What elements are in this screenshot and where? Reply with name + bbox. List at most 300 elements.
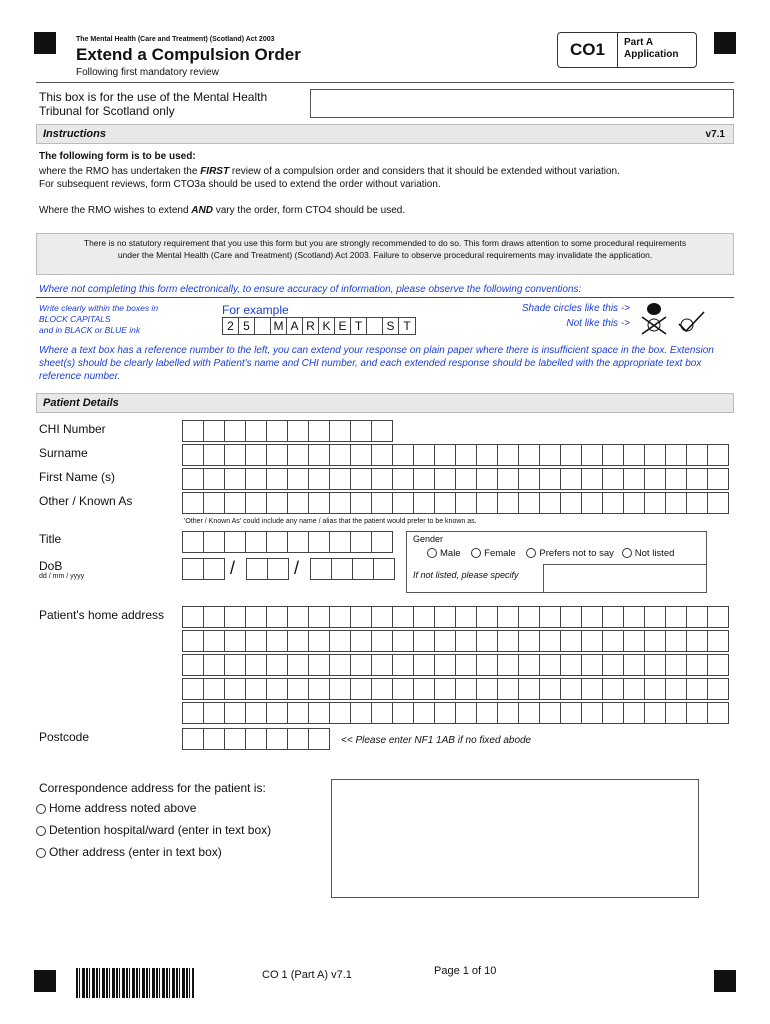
- char-cell[interactable]: [183, 493, 204, 514]
- conventions-divider: [36, 297, 734, 298]
- char-cell[interactable]: [246, 729, 267, 750]
- char-cell[interactable]: [456, 607, 477, 628]
- char-cell[interactable]: [687, 679, 708, 700]
- char-cell[interactable]: [225, 445, 246, 466]
- char-cell[interactable]: [183, 421, 204, 442]
- char-cell[interactable]: [435, 607, 456, 628]
- char-cell[interactable]: [687, 607, 708, 628]
- char-cell[interactable]: [540, 703, 561, 724]
- example-char-cell: T: [351, 318, 367, 334]
- gender-specify-input[interactable]: [543, 564, 707, 593]
- char-cell[interactable]: [267, 607, 288, 628]
- char-cell[interactable]: [666, 655, 687, 676]
- part-label: Part A: [624, 37, 654, 48]
- char-cell[interactable]: [540, 655, 561, 676]
- char-cell[interactable]: [477, 655, 498, 676]
- patient-band: [36, 393, 734, 413]
- char-cell[interactable]: [414, 703, 435, 724]
- char-cell[interactable]: [288, 703, 309, 724]
- gender-option-not-listed[interactable]: Not listed: [622, 548, 675, 559]
- char-cell[interactable]: [225, 679, 246, 700]
- example-char-cell: 5: [239, 318, 255, 334]
- char-cell[interactable]: [519, 445, 540, 466]
- char-cell[interactable]: [666, 445, 687, 466]
- char-cell[interactable]: [414, 679, 435, 700]
- char-cell[interactable]: [330, 679, 351, 700]
- char-cell[interactable]: [288, 445, 309, 466]
- char-cell[interactable]: [311, 559, 332, 580]
- char-cell[interactable]: [183, 631, 204, 652]
- char-cell[interactable]: [414, 469, 435, 490]
- char-cell[interactable]: [393, 655, 414, 676]
- chi-input[interactable]: [182, 420, 393, 442]
- char-cell[interactable]: [330, 655, 351, 676]
- char-cell[interactable]: [372, 532, 393, 553]
- char-cell[interactable]: [330, 703, 351, 724]
- char-cell[interactable]: [330, 607, 351, 628]
- char-cell[interactable]: [603, 655, 624, 676]
- gender-option-female[interactable]: Female: [471, 548, 516, 559]
- char-cell[interactable]: [498, 493, 519, 514]
- char-cell[interactable]: [708, 493, 729, 514]
- char-cell[interactable]: [456, 631, 477, 652]
- char-cell[interactable]: [204, 729, 225, 750]
- char-cell[interactable]: [498, 469, 519, 490]
- char-cell[interactable]: [351, 631, 372, 652]
- char-cell[interactable]: [687, 631, 708, 652]
- char-cell[interactable]: [498, 679, 519, 700]
- char-cell[interactable]: [246, 655, 267, 676]
- char-cell[interactable]: [204, 655, 225, 676]
- char-cell[interactable]: [582, 469, 603, 490]
- char-cell[interactable]: [393, 703, 414, 724]
- char-cell[interactable]: [666, 631, 687, 652]
- char-cell[interactable]: [204, 469, 225, 490]
- char-cell[interactable]: [225, 469, 246, 490]
- char-cell[interactable]: [624, 493, 645, 514]
- char-cell[interactable]: [309, 421, 330, 442]
- char-cell[interactable]: [330, 445, 351, 466]
- char-cell[interactable]: [666, 679, 687, 700]
- char-cell[interactable]: [687, 655, 708, 676]
- char-cell[interactable]: [183, 729, 204, 750]
- char-cell[interactable]: [351, 445, 372, 466]
- char-cell[interactable]: [183, 445, 204, 466]
- char-cell[interactable]: [456, 493, 477, 514]
- example-char-cell: A: [287, 318, 303, 334]
- char-cell[interactable]: [330, 631, 351, 652]
- char-cell[interactable]: [309, 493, 330, 514]
- char-cell[interactable]: [498, 445, 519, 466]
- char-cell[interactable]: [519, 493, 540, 514]
- char-cell[interactable]: [540, 493, 561, 514]
- char-cell[interactable]: [603, 469, 624, 490]
- char-cell[interactable]: [435, 631, 456, 652]
- char-cell[interactable]: [477, 493, 498, 514]
- char-cell[interactable]: [708, 607, 729, 628]
- char-cell[interactable]: [330, 532, 351, 553]
- char-cell[interactable]: [330, 469, 351, 490]
- char-cell[interactable]: [309, 631, 330, 652]
- char-cell[interactable]: [561, 493, 582, 514]
- char-cell[interactable]: [456, 655, 477, 676]
- char-cell[interactable]: [456, 469, 477, 490]
- char-cell[interactable]: [645, 607, 666, 628]
- char-cell[interactable]: [687, 469, 708, 490]
- char-cell[interactable]: [519, 703, 540, 724]
- char-cell[interactable]: [351, 421, 372, 442]
- char-cell[interactable]: [624, 631, 645, 652]
- char-cell[interactable]: [353, 559, 374, 580]
- char-cell[interactable]: [393, 445, 414, 466]
- char-cell[interactable]: [645, 655, 666, 676]
- char-cell[interactable]: [561, 655, 582, 676]
- char-cell[interactable]: [246, 445, 267, 466]
- address-line-5-input[interactable]: [182, 702, 729, 724]
- other-name-input[interactable]: [182, 492, 729, 514]
- address-line-4-input[interactable]: [182, 678, 729, 700]
- char-cell[interactable]: [561, 679, 582, 700]
- char-cell[interactable]: [519, 631, 540, 652]
- char-cell[interactable]: [351, 703, 372, 724]
- char-cell[interactable]: [183, 607, 204, 628]
- registration-mark: [714, 32, 736, 54]
- char-cell[interactable]: [477, 469, 498, 490]
- char-cell[interactable]: [645, 703, 666, 724]
- char-cell[interactable]: [309, 532, 330, 553]
- char-cell[interactable]: [603, 607, 624, 628]
- char-cell[interactable]: [225, 655, 246, 676]
- char-cell[interactable]: [561, 607, 582, 628]
- char-cell[interactable]: [246, 493, 267, 514]
- dob-year-input[interactable]: [310, 558, 395, 580]
- radio-icon[interactable]: [36, 848, 46, 858]
- char-cell[interactable]: [268, 559, 289, 580]
- dob-separator: /: [230, 558, 236, 578]
- postcode-note: << Please enter NF1 1AB if no fixed abode: [341, 735, 532, 746]
- char-cell[interactable]: [582, 703, 603, 724]
- char-cell[interactable]: [624, 679, 645, 700]
- char-cell[interactable]: [372, 421, 393, 442]
- char-cell[interactable]: [393, 469, 414, 490]
- char-cell[interactable]: [708, 703, 729, 724]
- char-cell[interactable]: [372, 655, 393, 676]
- char-cell[interactable]: [687, 445, 708, 466]
- address-line-3-input[interactable]: [182, 654, 729, 676]
- char-cell[interactable]: [267, 631, 288, 652]
- char-cell[interactable]: [582, 445, 603, 466]
- radio-icon[interactable]: [36, 804, 46, 814]
- char-cell[interactable]: [687, 703, 708, 724]
- char-cell[interactable]: [204, 679, 225, 700]
- char-cell[interactable]: [435, 469, 456, 490]
- char-cell[interactable]: [374, 559, 395, 580]
- char-cell[interactable]: [183, 655, 204, 676]
- char-cell[interactable]: [645, 493, 666, 514]
- address-line-2-input[interactable]: [182, 630, 729, 652]
- char-cell[interactable]: [582, 607, 603, 628]
- char-cell[interactable]: [351, 679, 372, 700]
- char-cell[interactable]: [267, 493, 288, 514]
- char-cell[interactable]: [666, 469, 687, 490]
- char-cell[interactable]: [309, 703, 330, 724]
- char-cell[interactable]: [372, 469, 393, 490]
- char-cell[interactable]: [540, 469, 561, 490]
- char-cell[interactable]: [414, 493, 435, 514]
- char-cell[interactable]: [204, 703, 225, 724]
- char-cell[interactable]: [393, 607, 414, 628]
- char-cell[interactable]: [435, 679, 456, 700]
- char-cell[interactable]: [246, 469, 267, 490]
- extension-note: Where a text box has a reference number to the left, you can extend your response on plain paper where there is insufficient space in the box. Extension sheet(s) should be clearly labelled with Patient's name and CHI number, and each extended response should be labelled with the appropriate text box reference number.: [39, 345, 714, 382]
- char-cell[interactable]: [708, 631, 729, 652]
- char-cell[interactable]: [414, 445, 435, 466]
- char-cell[interactable]: [666, 607, 687, 628]
- corr-option-other[interactable]: Other address (enter in text box): [36, 845, 222, 859]
- char-cell[interactable]: [267, 421, 288, 442]
- char-cell[interactable]: [288, 493, 309, 514]
- instructions-paragraph-1: where the RMO has undertaken the FIRST review of a compulsion order and considers that it should be extended without variation. For subsequent reviews, form CTO3a should be used to extend the order without variation.: [39, 166, 620, 190]
- char-cell[interactable]: [603, 493, 624, 514]
- dob-day-input[interactable]: [182, 558, 225, 580]
- char-cell[interactable]: [288, 421, 309, 442]
- char-cell[interactable]: [183, 532, 204, 553]
- char-cell[interactable]: [288, 532, 309, 553]
- char-cell[interactable]: [456, 679, 477, 700]
- char-cell[interactable]: [540, 679, 561, 700]
- char-cell[interactable]: [456, 445, 477, 466]
- char-cell[interactable]: [645, 679, 666, 700]
- char-cell[interactable]: [351, 469, 372, 490]
- char-cell[interactable]: [582, 655, 603, 676]
- char-cell[interactable]: [204, 445, 225, 466]
- char-cell[interactable]: [372, 493, 393, 514]
- char-cell[interactable]: [666, 703, 687, 724]
- gender-option-prefer-not[interactable]: Prefers not to say: [526, 548, 613, 559]
- char-cell[interactable]: [414, 631, 435, 652]
- char-cell[interactable]: [372, 703, 393, 724]
- char-cell[interactable]: [246, 631, 267, 652]
- char-cell[interactable]: [267, 532, 288, 553]
- char-cell[interactable]: [267, 729, 288, 750]
- char-cell[interactable]: [225, 729, 246, 750]
- char-cell[interactable]: [246, 679, 267, 700]
- char-cell[interactable]: [267, 679, 288, 700]
- title-label: Title: [39, 532, 62, 546]
- char-cell[interactable]: [309, 445, 330, 466]
- char-cell[interactable]: [225, 703, 246, 724]
- char-cell[interactable]: [603, 445, 624, 466]
- char-cell[interactable]: [351, 607, 372, 628]
- char-cell[interactable]: [645, 445, 666, 466]
- char-cell[interactable]: [519, 679, 540, 700]
- char-cell[interactable]: [603, 679, 624, 700]
- char-cell[interactable]: [204, 559, 225, 580]
- char-cell[interactable]: [372, 679, 393, 700]
- char-cell[interactable]: [330, 493, 351, 514]
- char-cell[interactable]: [477, 631, 498, 652]
- form-code: CO1: [558, 33, 618, 67]
- char-cell[interactable]: [288, 679, 309, 700]
- char-cell[interactable]: [372, 607, 393, 628]
- char-cell[interactable]: [624, 445, 645, 466]
- char-cell[interactable]: [288, 631, 309, 652]
- char-cell[interactable]: [309, 655, 330, 676]
- char-cell[interactable]: [708, 655, 729, 676]
- correspondence-address-box[interactable]: [331, 779, 699, 898]
- char-cell[interactable]: [498, 703, 519, 724]
- char-cell[interactable]: [414, 655, 435, 676]
- char-cell[interactable]: [645, 631, 666, 652]
- char-cell[interactable]: [498, 607, 519, 628]
- char-cell[interactable]: [204, 421, 225, 442]
- char-cell[interactable]: [687, 493, 708, 514]
- char-cell[interactable]: [582, 631, 603, 652]
- title-input[interactable]: [182, 531, 393, 553]
- char-cell[interactable]: [351, 493, 372, 514]
- postcode-label: Postcode: [39, 730, 90, 744]
- radio-icon[interactable]: [36, 826, 46, 836]
- char-cell[interactable]: [624, 607, 645, 628]
- char-cell[interactable]: [225, 532, 246, 553]
- char-cell[interactable]: [435, 493, 456, 514]
- registration-mark: [34, 32, 56, 54]
- dob-month-input[interactable]: [246, 558, 289, 580]
- char-cell[interactable]: [561, 631, 582, 652]
- char-cell[interactable]: [267, 469, 288, 490]
- char-cell[interactable]: [393, 493, 414, 514]
- instructions-heading: Instructions: [43, 128, 106, 140]
- char-cell[interactable]: [708, 469, 729, 490]
- char-cell[interactable]: [246, 421, 267, 442]
- char-cell[interactable]: [708, 445, 729, 466]
- char-cell[interactable]: [582, 679, 603, 700]
- char-cell[interactable]: [183, 469, 204, 490]
- char-cell[interactable]: [267, 655, 288, 676]
- char-cell[interactable]: [309, 469, 330, 490]
- char-cell[interactable]: [330, 421, 351, 442]
- postcode-input[interactable]: [182, 728, 330, 750]
- correspondence-label: Correspondence address for the patient is:: [39, 781, 266, 795]
- char-cell[interactable]: [183, 679, 204, 700]
- surname-input[interactable]: [182, 444, 729, 466]
- char-cell[interactable]: [183, 559, 204, 580]
- char-cell[interactable]: [519, 607, 540, 628]
- char-cell[interactable]: [624, 703, 645, 724]
- char-cell[interactable]: [435, 655, 456, 676]
- char-cell[interactable]: [247, 559, 268, 580]
- char-cell[interactable]: [561, 445, 582, 466]
- char-cell[interactable]: [288, 469, 309, 490]
- corr-option-hospital[interactable]: Detention hospital/ward (enter in text box): [36, 823, 271, 837]
- char-cell[interactable]: [288, 607, 309, 628]
- char-cell[interactable]: [477, 703, 498, 724]
- statutory-notice: There is no statutory requirement that you use this form but you are strongly recommended to do so. This form draws attention to some procedural requirements under the Mental Health (Care and Treatment) (Scotland) Act 2003. Failure to observe procedural requirements may invalidate the application.: [36, 233, 734, 275]
- char-cell[interactable]: [645, 469, 666, 490]
- registration-mark: [714, 970, 736, 992]
- char-cell[interactable]: [225, 493, 246, 514]
- char-cell[interactable]: [246, 532, 267, 553]
- char-cell[interactable]: [246, 703, 267, 724]
- char-cell[interactable]: [519, 655, 540, 676]
- char-cell[interactable]: [540, 607, 561, 628]
- example-char-cell: K: [319, 318, 335, 334]
- char-cell[interactable]: [603, 703, 624, 724]
- char-cell[interactable]: [204, 532, 225, 553]
- gender-label: Gender: [413, 534, 444, 544]
- char-cell[interactable]: [372, 631, 393, 652]
- form-code-box: [557, 32, 697, 68]
- char-cell[interactable]: [498, 655, 519, 676]
- char-cell[interactable]: [288, 729, 309, 750]
- char-cell[interactable]: [225, 421, 246, 442]
- char-cell[interactable]: [288, 655, 309, 676]
- registration-mark: [34, 970, 56, 992]
- char-cell[interactable]: [540, 631, 561, 652]
- char-cell[interactable]: [351, 655, 372, 676]
- chi-label: CHI Number: [39, 422, 106, 436]
- char-cell[interactable]: [332, 559, 353, 580]
- char-cell[interactable]: [708, 679, 729, 700]
- char-cell[interactable]: [393, 631, 414, 652]
- char-cell[interactable]: [183, 703, 204, 724]
- char-cell[interactable]: [435, 703, 456, 724]
- tribunal-label: This box is for the use of the Mental Health Tribunal for Scotland only: [39, 90, 268, 118]
- char-cell[interactable]: [351, 532, 372, 553]
- char-cell[interactable]: [372, 445, 393, 466]
- char-cell[interactable]: [603, 631, 624, 652]
- corr-option-home[interactable]: Home address noted above: [36, 801, 196, 815]
- dob-format: dd / mm / yyyy: [39, 573, 85, 580]
- char-cell[interactable]: [204, 607, 225, 628]
- char-cell[interactable]: [435, 445, 456, 466]
- write-clearly-note: Write clearly within the boxes in BLOCK CAPITALS and in BLACK or BLUE ink: [39, 303, 159, 335]
- char-cell[interactable]: [225, 607, 246, 628]
- surname-label: Surname: [39, 446, 88, 460]
- char-cell[interactable]: [666, 493, 687, 514]
- char-cell[interactable]: [477, 679, 498, 700]
- first-name-input[interactable]: [182, 468, 729, 490]
- address-line-1-input[interactable]: [182, 606, 729, 628]
- version-label: v7.1: [705, 129, 725, 140]
- char-cell[interactable]: [624, 655, 645, 676]
- char-cell[interactable]: [309, 679, 330, 700]
- char-cell[interactable]: [309, 729, 330, 750]
- char-cell[interactable]: [561, 703, 582, 724]
- char-cell[interactable]: [624, 469, 645, 490]
- char-cell[interactable]: [582, 493, 603, 514]
- char-cell[interactable]: [540, 445, 561, 466]
- tribunal-use-box[interactable]: [310, 89, 734, 118]
- char-cell[interactable]: [561, 469, 582, 490]
- char-cell[interactable]: [204, 631, 225, 652]
- char-cell[interactable]: [267, 445, 288, 466]
- char-cell[interactable]: [477, 607, 498, 628]
- char-cell[interactable]: [477, 445, 498, 466]
- char-cell[interactable]: [225, 631, 246, 652]
- char-cell[interactable]: [456, 703, 477, 724]
- char-cell[interactable]: [519, 469, 540, 490]
- char-cell[interactable]: [393, 679, 414, 700]
- char-cell[interactable]: [267, 703, 288, 724]
- char-cell[interactable]: [204, 493, 225, 514]
- gender-option-male[interactable]: Male: [427, 548, 461, 559]
- char-cell[interactable]: [246, 607, 267, 628]
- char-cell[interactable]: [498, 631, 519, 652]
- char-cell[interactable]: [309, 607, 330, 628]
- char-cell[interactable]: [414, 607, 435, 628]
- conventions-text: Where not completing this form electronically, to ensure accuracy of information, please observe the following conventions:: [39, 284, 582, 295]
